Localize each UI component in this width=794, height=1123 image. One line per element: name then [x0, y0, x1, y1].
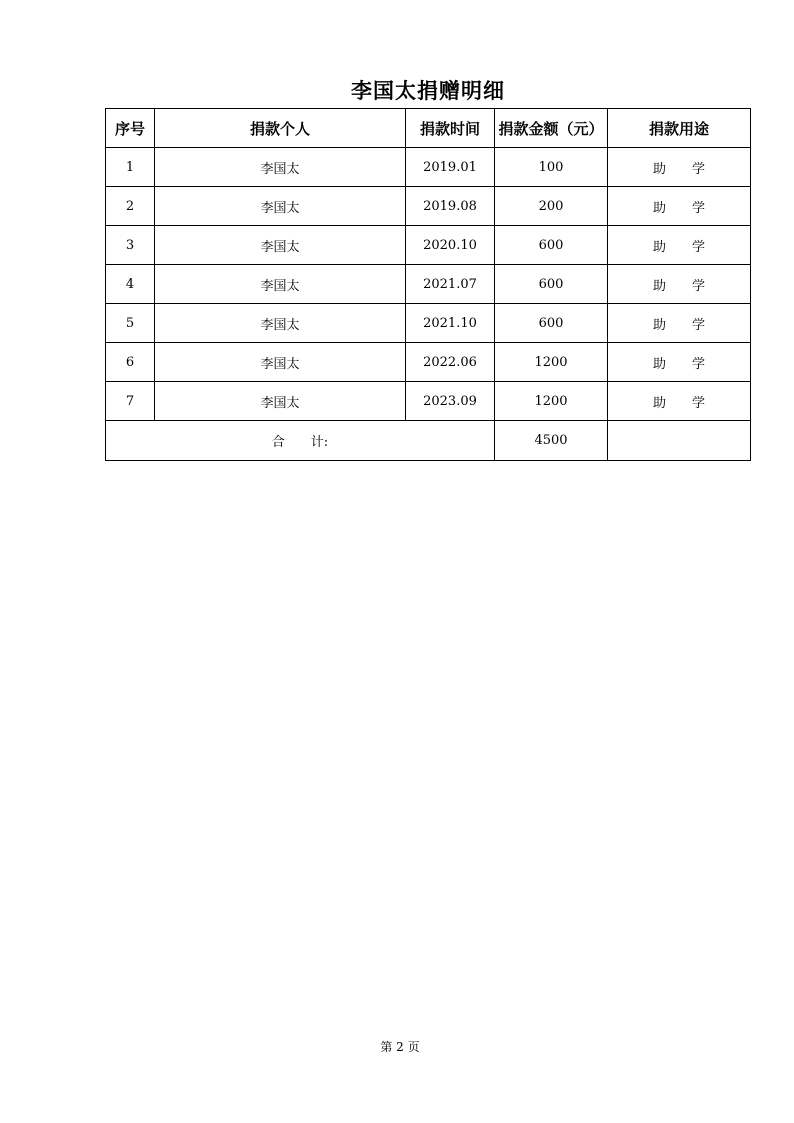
cell-serial: 6 [106, 343, 155, 382]
header-serial: 序号 [106, 109, 155, 148]
table-row [106, 265, 751, 304]
header-purpose: 捐款用途 [608, 109, 751, 148]
total-purpose-empty [608, 421, 751, 461]
total-amount: 4500 [495, 421, 608, 461]
page-number: 第 2 页 [380, 1040, 420, 1054]
cell-purpose: 助 学 [608, 148, 751, 187]
cell-donor: 李国太 [155, 187, 406, 226]
cell-serial: 3 [106, 226, 155, 265]
cell-serial: 4 [106, 265, 155, 304]
cell-donor: 李国太 [155, 265, 406, 304]
table-header-row [106, 109, 751, 148]
cell-donor: 李国太 [155, 304, 406, 343]
cell-donor: 李国太 [155, 343, 406, 382]
cell-donor: 李国太 [155, 226, 406, 265]
document-title: 李国太捐赠明细 [351, 79, 505, 103]
cell-date: 2021.07 [406, 265, 495, 304]
cell-amount: 1200 [495, 343, 608, 382]
cell-serial: 2 [106, 187, 155, 226]
cell-amount: 100 [495, 148, 608, 187]
cell-amount: 600 [495, 226, 608, 265]
cell-purpose: 助 学 [608, 382, 751, 421]
cell-donor: 李国太 [155, 148, 406, 187]
cell-serial: 5 [106, 304, 155, 343]
cell-serial: 7 [106, 382, 155, 421]
cell-date: 2022.06 [406, 343, 495, 382]
cell-donor: 李国太 [155, 382, 406, 421]
table-row [106, 226, 751, 265]
cell-date: 2020.10 [406, 226, 495, 265]
cell-purpose: 助 学 [608, 226, 751, 265]
header-date: 捐款时间 [406, 109, 495, 148]
donation-table [105, 108, 751, 461]
table-row [106, 304, 751, 343]
cell-date: 2023.09 [406, 382, 495, 421]
cell-date: 2019.08 [406, 187, 495, 226]
header-amount: 捐款金额（元） [495, 109, 608, 148]
cell-date: 2019.01 [406, 148, 495, 187]
cell-amount: 600 [495, 304, 608, 343]
cell-serial: 1 [106, 148, 155, 187]
table-row [106, 148, 751, 187]
table-row [106, 343, 751, 382]
table-row [106, 382, 751, 421]
cell-amount: 1200 [495, 382, 608, 421]
cell-purpose: 助 学 [608, 265, 751, 304]
total-row [106, 421, 751, 461]
cell-purpose: 助 学 [608, 304, 751, 343]
table-row [106, 187, 751, 226]
cell-amount: 200 [495, 187, 608, 226]
cell-amount: 600 [495, 265, 608, 304]
cell-date: 2021.10 [406, 304, 495, 343]
cell-purpose: 助 学 [608, 343, 751, 382]
cell-purpose: 助 学 [608, 187, 751, 226]
total-label: 合 计: [106, 421, 495, 461]
header-donor: 捐款个人 [155, 109, 406, 148]
